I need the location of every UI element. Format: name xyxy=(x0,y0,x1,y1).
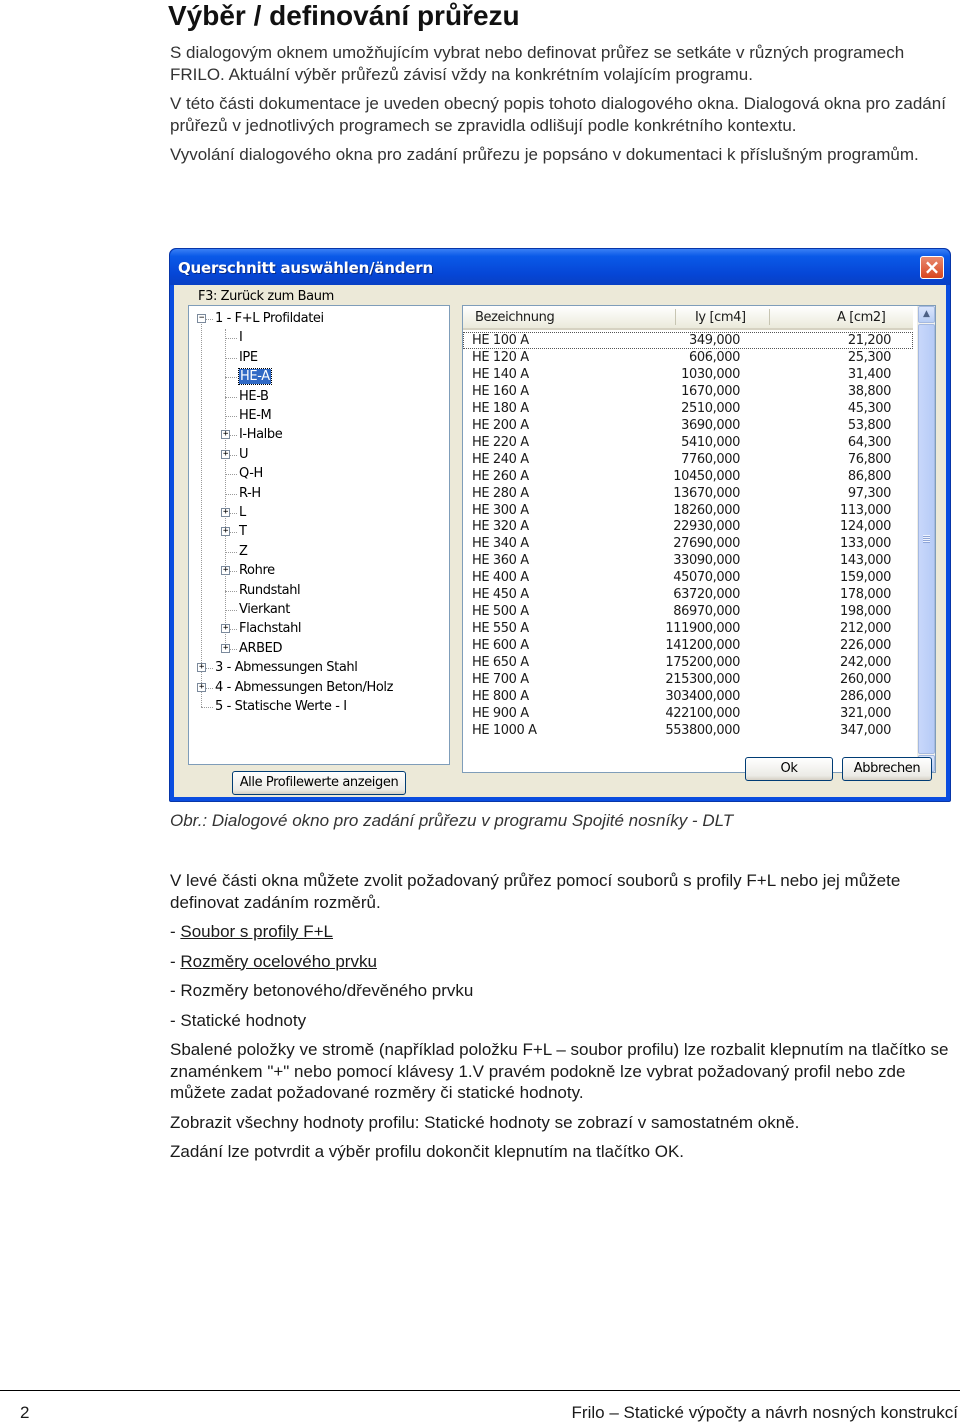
profile-table[interactable] xyxy=(462,305,936,773)
cell-iy: 27690,000 xyxy=(673,536,740,552)
cell-area: 143,000 xyxy=(840,553,891,569)
cell-iy: 13670,000 xyxy=(673,485,740,501)
cell-iy: 22930,000 xyxy=(673,519,740,535)
tree-item-label: ARBED xyxy=(239,640,283,656)
cell-area: 260,000 xyxy=(840,672,891,687)
footer-text: Frilo – Statické výpočty a návrh nosných konstrukcí xyxy=(571,1403,958,1422)
expand-plus-icon[interactable]: + xyxy=(222,507,229,517)
cell-name: HE 100 A xyxy=(472,333,529,348)
cell-area: 198,000 xyxy=(840,604,891,620)
list-bullet: - xyxy=(170,922,181,941)
cell-iy: 63720,000 xyxy=(673,587,740,603)
tree-item[interactable] xyxy=(189,582,449,600)
cell-iy: 553800,000 xyxy=(665,722,740,738)
cell-name: HE 260 A xyxy=(472,468,529,484)
tree-item[interactable] xyxy=(189,562,449,580)
tree-item[interactable] xyxy=(189,485,449,503)
table-row[interactable] xyxy=(463,485,913,502)
table-row[interactable] xyxy=(463,637,913,654)
scroll-up-icon[interactable]: ▲ xyxy=(918,306,935,323)
cross-section-dialog xyxy=(169,248,951,802)
cell-iy: 2510,000 xyxy=(681,400,740,416)
tree-item-label: I-Halbe xyxy=(239,427,283,443)
table-row[interactable] xyxy=(463,434,913,451)
cell-area: 76,800 xyxy=(847,451,891,467)
tree-item-label: Vierkant xyxy=(239,602,290,617)
footer-divider xyxy=(0,1390,960,1391)
tree-item[interactable] xyxy=(189,388,449,406)
tree-item-label: L xyxy=(239,505,246,520)
cell-name: HE 900 A xyxy=(472,705,529,721)
cell-area: 212,000 xyxy=(840,621,891,637)
list-item xyxy=(170,951,960,973)
cell-iy: 215300,000 xyxy=(665,672,740,687)
dialog-title: Querschnitt auswählen/ändern xyxy=(178,259,433,277)
tree-guide-line xyxy=(225,552,237,553)
cell-name: HE 160 A xyxy=(472,383,529,399)
tree-item-label: Q-H xyxy=(239,466,263,482)
expand-plus-icon[interactable]: + xyxy=(222,565,229,576)
tree-guide-line xyxy=(225,494,237,495)
table-row[interactable] xyxy=(463,569,913,586)
table-row[interactable] xyxy=(463,400,913,417)
tree-item[interactable] xyxy=(189,426,449,444)
list-item xyxy=(170,1010,960,1032)
tree-item-label: 4 - Abmessungen Beton/Holz xyxy=(215,679,394,695)
body-paragraph-4: Zadání lze potvrdit a výběr profilu dokončit klepnutím na tlačítko OK. xyxy=(170,1142,685,1161)
tree-item[interactable] xyxy=(189,368,449,386)
cell-name: HE 800 A xyxy=(472,688,529,704)
tree-item[interactable] xyxy=(189,659,449,677)
table-row[interactable] xyxy=(463,417,913,434)
table-header xyxy=(463,306,913,330)
cell-name: HE 120 A xyxy=(472,349,529,365)
tree-item[interactable] xyxy=(189,543,449,561)
tree-item-label: HE-B xyxy=(239,388,269,404)
tree-item[interactable] xyxy=(189,601,449,619)
intro-paragraph-2: V této části dokumentace je uveden obecný popis tohoto dialogového okna. Dialogová okna pro zadání průřezů v jednotlivých programech se zpravidla odlišují podle konkrétního kontextu. xyxy=(170,94,946,135)
link-steel-dimensions[interactable]: Rozměry ocelového prvku xyxy=(180,951,377,971)
cell-name: HE 180 A xyxy=(472,400,529,416)
cell-iy: 606,000 xyxy=(689,349,740,365)
cell-area: 347,000 xyxy=(840,722,891,738)
figure-caption: Obr.: Dialogové okno pro zadání průřezu v programu Spojité nosníky - DLT xyxy=(170,811,734,830)
expand-plus-icon[interactable]: + xyxy=(222,429,229,440)
tree-item[interactable] xyxy=(189,679,449,697)
tree-item[interactable] xyxy=(189,310,449,328)
table-row[interactable] xyxy=(463,535,913,552)
tree-item-label: IPE xyxy=(239,349,258,365)
tree-guide-line xyxy=(225,377,237,378)
link-profile-file[interactable]: Soubor s profily F+L xyxy=(180,922,333,941)
tree-item-label: U xyxy=(239,446,249,462)
table-row[interactable] xyxy=(463,586,913,603)
cell-name: HE 200 A xyxy=(472,417,529,433)
tree-item-label: Rohre xyxy=(239,563,275,579)
table-row[interactable] xyxy=(463,332,913,349)
cell-area: 53,800 xyxy=(847,417,891,433)
cancel-button[interactable]: Abbrechen xyxy=(842,757,932,781)
column-separator xyxy=(675,309,676,325)
tree-item[interactable] xyxy=(189,407,449,425)
profile-tree[interactable] xyxy=(188,305,450,765)
table-row[interactable] xyxy=(463,366,913,383)
cell-iy: 5410,000 xyxy=(681,434,740,450)
body-paragraph-1: V levé části okna můžete zvolit požadovaný průřez pomocí souborů s profily F+L nebo jej můžete definovat zadáním rozměrů. xyxy=(170,871,901,912)
cell-area: 159,000 xyxy=(840,570,891,586)
cell-iy: 1670,000 xyxy=(681,383,740,399)
cell-iy: 33090,000 xyxy=(673,553,740,569)
show-all-values-button[interactable]: Alle Profilewerte anzeigen xyxy=(232,771,406,795)
cell-area: 31,400 xyxy=(847,366,891,382)
column-header-name[interactable]: Bezeichnung xyxy=(475,310,555,325)
cell-iy: 111900,000 xyxy=(665,621,740,637)
body-paragraph-2: Sbalené položky ve stromě (například položku F+L – soubor profilu) lze rozbalit klepnutím na tlačítko se znaménkem "+" nebo pomocí klávesy 1.V pravém podokně lze vybrat požadovaný profil nebo zde můžete zadat požadované rozměry či statické hodnoty. xyxy=(170,1040,949,1102)
cell-area: 86,800 xyxy=(847,468,891,484)
cell-name: HE 550 A xyxy=(472,621,529,637)
cell-area: 321,000 xyxy=(840,705,891,721)
cell-area: 226,000 xyxy=(840,638,891,654)
cell-name: HE 280 A xyxy=(472,485,529,501)
cell-name: HE 650 A xyxy=(472,655,529,671)
list-item-text: Rozměry betonového/dřevěného prvku xyxy=(180,981,474,1000)
tree-guide-line xyxy=(225,338,237,339)
list-item xyxy=(170,980,960,1002)
cell-area: 64,300 xyxy=(847,434,891,450)
body-paragraph-3: Zobrazit všechny hodnoty profilu: Statické hodnoty se zobrazí v samostatném okně. xyxy=(170,1112,800,1132)
list-item xyxy=(170,921,960,943)
tree-item[interactable] xyxy=(189,349,449,367)
tree-item[interactable] xyxy=(189,329,449,347)
tree-item-label: 1 - F+L Profildatei xyxy=(215,311,324,326)
tree-item-label: 5 - Statische Werte - I xyxy=(215,699,347,714)
tree-item[interactable] xyxy=(189,523,449,541)
intro-paragraph-1: S dialogovým oknem umožňujícím vybrat nebo definovat průřez se setkáte v různých programech FRILO. Aktuální výběr průřezů závisí vždy na konkrétním volajícím programu. xyxy=(170,43,905,84)
cell-name: HE 450 A xyxy=(472,587,529,603)
dialog-client-area xyxy=(174,285,946,797)
cell-iy: 141200,000 xyxy=(665,638,740,654)
dialog-titlebar[interactable] xyxy=(170,249,950,285)
list-bullet: - xyxy=(170,1010,181,1030)
cell-iy: 18260,000 xyxy=(673,502,740,518)
expand-plus-icon[interactable]: + xyxy=(222,642,229,653)
expand-plus-icon[interactable]: + xyxy=(222,623,229,634)
tree-guide-line xyxy=(225,416,237,417)
cell-name: HE 220 A xyxy=(472,434,529,450)
cell-name: HE 1000 A xyxy=(472,722,537,738)
tree-guide-line xyxy=(225,358,237,359)
list-bullet: - xyxy=(170,951,181,971)
page-number: 2 xyxy=(20,1403,30,1422)
cell-area: 21,200 xyxy=(847,333,891,348)
tree-guide-line xyxy=(225,610,237,611)
cell-area: 242,000 xyxy=(840,655,891,671)
ok-button[interactable]: Ok xyxy=(745,757,833,781)
tree-item-label: R-H xyxy=(239,485,261,501)
tree-item-label: T xyxy=(239,524,247,540)
list-item-text: Statické hodnoty xyxy=(180,1010,307,1030)
close-icon[interactable]: × xyxy=(920,256,944,279)
cell-name: HE 600 A xyxy=(472,638,529,654)
table-row[interactable] xyxy=(463,654,913,671)
list-bullet: - xyxy=(170,981,181,1000)
cell-name: HE 340 A xyxy=(472,536,529,552)
cell-name: HE 360 A xyxy=(472,553,529,569)
cell-area: 113,000 xyxy=(840,502,891,518)
expand-plus-icon[interactable]: + xyxy=(222,448,229,459)
table-row[interactable] xyxy=(463,518,913,535)
body-text xyxy=(170,870,960,1171)
cell-area: 124,000 xyxy=(840,519,891,535)
column-separator xyxy=(769,309,770,325)
back-to-tree-link[interactable]: F3: Zurück zum Baum xyxy=(198,289,334,304)
tree-item-label: HE-M xyxy=(239,408,272,423)
cell-area: 97,300 xyxy=(847,485,891,501)
intro-text xyxy=(170,42,950,174)
cell-iy: 45070,000 xyxy=(673,570,740,586)
grip-icon xyxy=(923,535,930,543)
cell-iy: 86970,000 xyxy=(673,604,740,620)
cell-area: 133,000 xyxy=(840,536,891,552)
cell-area: 25,300 xyxy=(847,349,891,365)
column-header-iy[interactable]: Iy [cm4] xyxy=(695,310,746,325)
cell-iy: 303400,000 xyxy=(665,688,740,704)
table-row[interactable] xyxy=(463,502,913,519)
tree-item-label: Flachstahl xyxy=(239,621,302,637)
tree-guide-line xyxy=(225,474,237,475)
table-row[interactable] xyxy=(463,620,913,637)
tree-guide-line xyxy=(201,707,213,708)
cell-name: HE 500 A xyxy=(472,604,529,620)
table-row[interactable] xyxy=(463,705,913,722)
tree-item[interactable] xyxy=(189,465,449,483)
expand-plus-icon[interactable]: + xyxy=(198,681,205,692)
table-row[interactable] xyxy=(463,468,913,485)
collapse-minus-icon[interactable]: − xyxy=(198,313,205,323)
table-row[interactable] xyxy=(463,603,913,620)
table-scrollbar[interactable] xyxy=(917,306,935,772)
table-row[interactable] xyxy=(463,722,913,739)
tree-item-label: Z xyxy=(239,543,248,559)
table-row[interactable] xyxy=(463,383,913,400)
tree-item-label: 3 - Abmessungen Stahl xyxy=(215,660,358,676)
cell-area: 178,000 xyxy=(840,587,891,603)
tree-item[interactable] xyxy=(189,504,449,522)
tree-item[interactable] xyxy=(189,698,449,716)
cell-area: 38,800 xyxy=(847,383,891,399)
cell-name: HE 140 A xyxy=(472,366,529,382)
column-header-a[interactable]: A [cm2] xyxy=(837,310,886,325)
cell-iy: 175200,000 xyxy=(665,655,740,671)
cell-iy: 10450,000 xyxy=(673,468,740,484)
cell-name: HE 240 A xyxy=(472,451,529,467)
cell-iy: 422100,000 xyxy=(665,705,740,721)
tree-item-label: I xyxy=(239,330,243,346)
page-title: Výběr / definování průřezu xyxy=(168,0,520,31)
cell-area: 45,300 xyxy=(847,400,891,416)
cell-name: HE 320 A xyxy=(472,519,529,535)
tree-item-label: Rundstahl xyxy=(239,582,301,598)
tree-item[interactable] xyxy=(189,446,449,464)
cell-iy: 7760,000 xyxy=(681,451,740,467)
cell-iy: 3690,000 xyxy=(681,417,740,433)
expand-plus-icon[interactable]: + xyxy=(222,526,229,537)
table-row[interactable] xyxy=(463,349,913,366)
table-row[interactable] xyxy=(463,688,913,705)
tree-guide-line xyxy=(225,397,237,398)
tree-guide-line xyxy=(225,591,237,592)
table-row[interactable] xyxy=(463,552,913,569)
intro-paragraph-3: Vyvolání dialogového okna pro zadání průřezu je popsáno v dokumentaci k příslušným programům. xyxy=(170,145,919,164)
tree-item-label: HE-A xyxy=(240,369,270,385)
tree-item[interactable] xyxy=(189,640,449,658)
tree-item[interactable] xyxy=(189,620,449,638)
table-row[interactable] xyxy=(463,451,913,468)
scrollbar-thumb[interactable] xyxy=(918,324,935,754)
cell-name: HE 700 A xyxy=(472,672,529,687)
cell-name: HE 400 A xyxy=(472,570,529,586)
cell-iy: 349,000 xyxy=(689,333,740,348)
cell-area: 286,000 xyxy=(840,688,891,704)
cell-name: HE 300 A xyxy=(472,502,529,518)
cell-iy: 1030,000 xyxy=(681,366,740,382)
expand-plus-icon[interactable]: + xyxy=(198,662,205,673)
table-row[interactable] xyxy=(463,671,913,688)
